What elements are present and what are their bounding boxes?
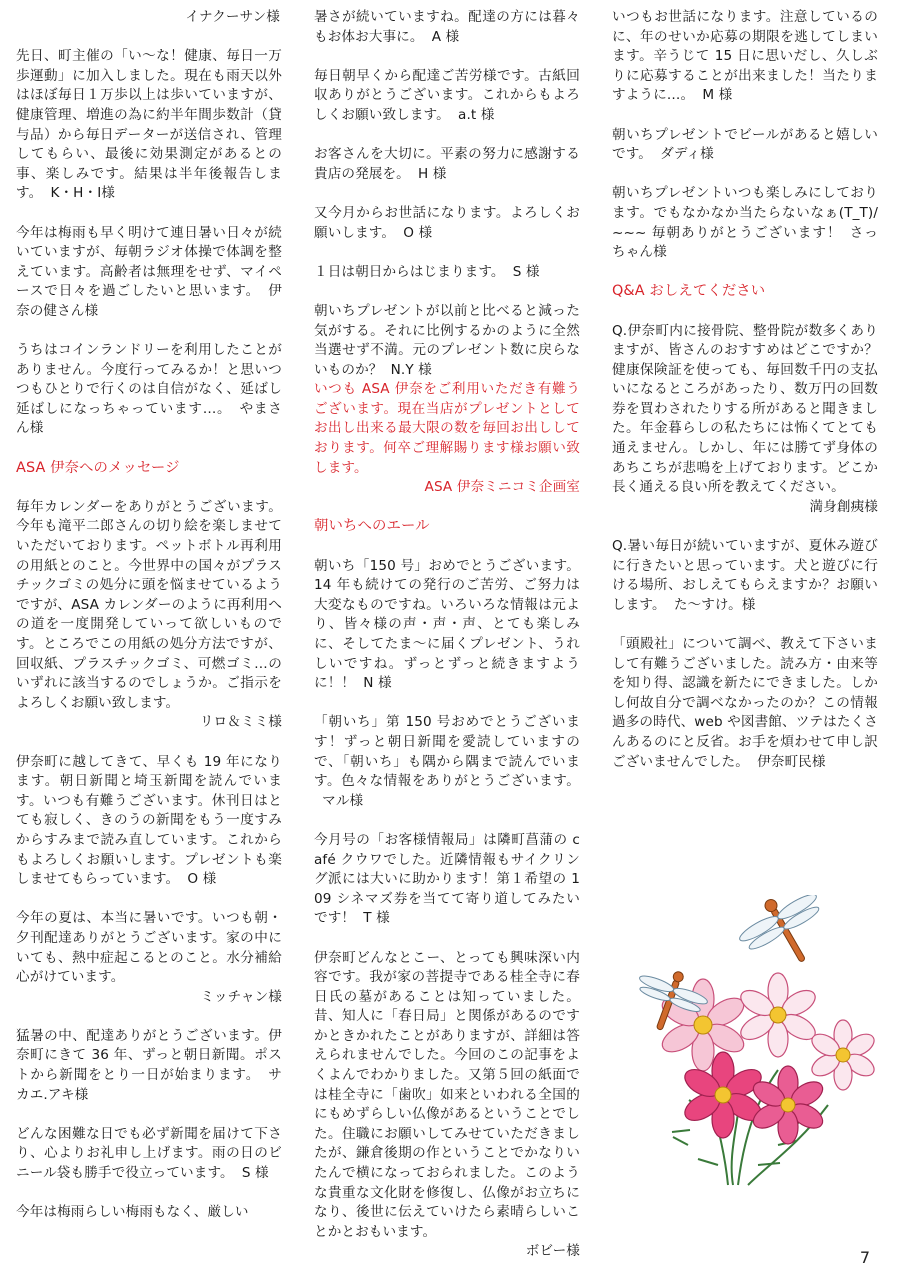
page-number: 7 [859, 1248, 870, 1267]
letter-signature: ボビー様 [525, 1243, 580, 1260]
letter-signature: A 様 [431, 28, 460, 45]
letter-body: お客さんを大切に。平素の努力に感謝する貴店の発展を。 [314, 146, 580, 182]
letter-body: 伊奈町どんなとこー、とっても興味深い内容です。我が家の菩提寺である桂全寺に春日氏の墓があることは知っていました。昔、知人に「春日局」と関係があるのですかときかれたことがありますが、詳細は答えられませんでした。今回のこの記事をよくよんでわかりました。又第５回の紙面では桂全寺に「歯吹」如来といわれる全国的にもめずらしい仏像があるということでした。住職にお願いしてみせていただきましたが、鎌倉後期の作ということでかなりいたんで横になっておられました。このような貴重な文化財を修復し、仏像がお立ちになり、後世に伝えていけたら素晴らしいことかとおもいます。 [314, 949, 580, 1240]
letter-body: 朝いちプレゼントいつも楽しみにしております。でもなかなか当たらないなぁ(T_T)/~~~ 毎朝ありがとうございます！ [612, 185, 878, 241]
shop-reply [314, 380, 580, 498]
letter-body: 朝いちプレゼントが以前と比べると減った気がする。それに比例するかのように全然当選せず不満。元のプレゼント数に戻らないものか？ [314, 302, 580, 378]
letter-signature: 満身創痍様 [809, 498, 878, 515]
letter [314, 949, 580, 1263]
letter-signature: 伊奈の健さん様 [16, 283, 282, 319]
letter-body: 朝いち「150 号」おめでとうございます。14 年も続けての発行のご苦労、ご努力は大変なものですね。いろいろな情報は元より、皆々様の声・声・声、とても楽しみに、そしてたま～に届くプレゼント、うれしいですね。ずっとずっと続きますように！！ [314, 557, 580, 692]
letter-body: 朝いちプレゼントでビールがあると嬉しいです。 [612, 126, 878, 163]
letter-body: 毎年カレンダーをありがとうございます。今年も滝平二郎さんの切り絵を楽しませていただいております。ペットボトル再利用の用紙とのこと。今世界中の国々がプラスチックゴミの処分に頭を悩ませているようですが、ASA カレンダーのように再利用への道を一度開発していって欲しいものです。ところでこの用紙の処分方法ですが、回収紙、プラスチックゴミ、可燃ゴミ…のいずれに該当するのでしょうか。ご指示をよろしくお願い致します。 [16, 498, 282, 711]
letter [314, 204, 580, 243]
letter-body: 今年は梅雨らしい梅雨もなく、厳しい [16, 1204, 249, 1221]
letter-signature: さっちゃん様 [612, 224, 878, 261]
letter-signature: T 様 [363, 910, 390, 927]
letter [612, 126, 878, 165]
letter-body: 伊奈町に越してきて、早くも 19 年になります。朝日新聞と埼玉新聞を読んでいます。いつも有難うございます。休刊日はとても寂しく、きのうの新聞をもう一度すみからすみまで読み直しています。これからもよろしくお願いします。プレゼントも楽しませてもらっています。 [16, 753, 282, 888]
letter [16, 1125, 282, 1184]
letter [314, 713, 580, 811]
reply-body: いつも ASA 伊奈をご利用いただき有難うございます。現在当店がプレゼントとしてお出し出来る最大限の数を毎回お出ししております。何卒ご理解賜ります様お願い致します。 [314, 381, 580, 476]
letter-body: 先日、町主催の「い～な！健康、毎日一万歩運動」に加入しました。現在も雨天以外はほぼ毎日１万歩以上は歩いていますが、健康管理、増進の為に約半年間歩数計（貸与品）から毎日データーが送信され、管理してもらい、最後に効果測定があるとの事、楽しみです。結果は半年後報告します。 [16, 48, 282, 202]
letter [16, 1027, 282, 1105]
letter-signature: やまさん様 [16, 400, 282, 437]
letter-body: 「頭殿社」について調べ、教えて下さいまして有難うございました。読み方・由来等を知り得、認識を新たにできました。しかし何故自分で調べなかったのか？この情報過多の時代、web や図書館、ツテはたくさんあるのにと反省。お手を煩わせて申し訳ございませんでした。 [612, 636, 878, 770]
letter-signature: O 様 [403, 224, 433, 241]
letter [314, 145, 580, 184]
letter-signature: ミッチャン様 [200, 988, 282, 1005]
letter [612, 635, 878, 772]
letter-signature: マル様 [322, 792, 364, 809]
letter [314, 831, 580, 929]
letter-body: 猛暑の中、配達ありがとうございます。伊奈町にきて 36 年、ずっと朝日新聞。ポストから新聞をとり一日が始まります。 [16, 1027, 282, 1084]
letter [612, 184, 878, 262]
letter-body: 暑さが続いていますね。配達の方には暮々もお体お大事に。 [314, 9, 580, 45]
letter [314, 67, 580, 126]
letter-body: 毎日朝早くから配達ご苦労様です。古紙回収ありがとうございます。これからもよろしくお願い致します。 [314, 67, 580, 123]
letter [16, 1203, 282, 1223]
letter [16, 909, 282, 1007]
cosmos-flower-icon [680, 1052, 765, 1138]
column-middle [314, 8, 580, 1282]
cosmos-flower-icon [808, 1020, 878, 1090]
cosmos-flower-icon [737, 973, 820, 1057]
letter-signature: サカエ.アキ様 [16, 1067, 282, 1103]
letter-body: 今年は梅雨も早く明けて連日暑い日々が続いていますが、毎朝ラジオ体操で体調を整えています。高齢者は無理をせず、マイペースで日々を過ごしたいと思います。 [16, 224, 282, 300]
section-heading-yell: 朝いちへのエール [314, 518, 430, 535]
letter [16, 753, 282, 890]
letter-body: いつもお世話になります。注意しているのに、年のせいか応募の期限を逃してしまいます。辛うじて 15 日に思いだし、久しぶりに応募することが出来ました！当たりますように…。 [612, 9, 878, 104]
letter-body: 又今月からお世話になります。よろしくお願いします。 [314, 204, 580, 241]
letter-signature: a.t 様 [458, 106, 495, 123]
letter [314, 557, 580, 694]
section-heading-asa-message: ASA 伊奈へのメッセージ [16, 459, 180, 476]
section-heading-qa: Q&A おしえてください [612, 283, 766, 300]
dragonfly-icon [730, 895, 841, 983]
letter-body: 今年の夏は、本当に暑いです。いつも朝・夕刊配達ありがとうございます。家の中にいても、熱中症起こるとのこと。水分補給心がけています。 [16, 910, 282, 986]
letter-body: どんな困難な日でも必ず新聞を届けて下さり、心よりお礼申し上げます。雨の日のビニール袋も勝手で役立っています。 [16, 1125, 282, 1182]
letter-signature: N.Y 様 [390, 361, 432, 378]
letter-signature: H 様 [418, 165, 447, 182]
letter-signature: O 様 [187, 871, 217, 888]
letter-signature: ダディ様 [660, 146, 714, 163]
letter [16, 224, 282, 322]
letter [612, 322, 878, 518]
letter-signature: S 様 [512, 263, 540, 280]
letter [314, 263, 580, 283]
letter-body: 「朝いち」第 150 号おめでとうございます！ずっと朝日新聞を愛読していますので、「朝いち」も隅から隅まで読んでいます。色々な情報をありがとうございます。 [314, 714, 580, 790]
reply-signature: ASA 伊奈ミニコミ企画室 [424, 479, 580, 496]
letter-signature: た～すけ。様 [673, 596, 756, 613]
letter-signature: N 様 [363, 675, 392, 692]
column-left [16, 8, 282, 1242]
letter [314, 302, 580, 380]
letter [314, 8, 580, 47]
letter-signature: M 様 [702, 87, 733, 104]
letter-signature: K・H・I様 [50, 185, 115, 202]
cosmos-dragonfly-illustration [628, 895, 878, 1195]
letter-signature: イナクーサン様 [185, 9, 280, 25]
letter-body: １日は朝日からはじまります。 [314, 263, 505, 280]
column-right [612, 8, 878, 792]
letter [16, 47, 282, 204]
letter-signature: 伊奈町民様 [757, 753, 826, 770]
letter-signature: S 様 [241, 1165, 269, 1182]
letter [16, 341, 282, 439]
letter-signature: リロ＆ミミ様 [199, 714, 282, 731]
letter-body: うちはコインランドリーを利用したことがありません。今度行ってみるか！と思いつつもひとりで行くのは自信がなく、延ばし延ばしになっちゃっています…。 [16, 342, 282, 417]
letter [612, 537, 878, 615]
letter [612, 8, 878, 106]
letter-body: Q.暑い毎日が続いていますが、夏休み遊びに行きたいと思っています。犬と遊びに行ける場所、おしえてもらえますか？お願いします。 [612, 538, 878, 613]
letter-body: Q.伊奈町内に接骨院、整骨院が数多くありますが、皆さんのおすすめはどこですか？健康保険証を使っても、毎回数千円の支払いになるところがあったり、数万円の回数券を買わされたりする所があると聞きました。年金暮らしの私たちには怖くてとても通えません。しかし、年には勝てず身体のあちこちが悲鳴を上げております。どこか長く通える良い所を教えてください。 [612, 322, 878, 496]
letter [16, 498, 282, 733]
letter-body: 今月号の「お客様情報局」は隣町菖蒲の café クウワでした。近隣情報もサイクリング派には大いに助かります！第１希望の 109 シネマズ券を当てて寄り道してみたいです！ [314, 831, 580, 927]
